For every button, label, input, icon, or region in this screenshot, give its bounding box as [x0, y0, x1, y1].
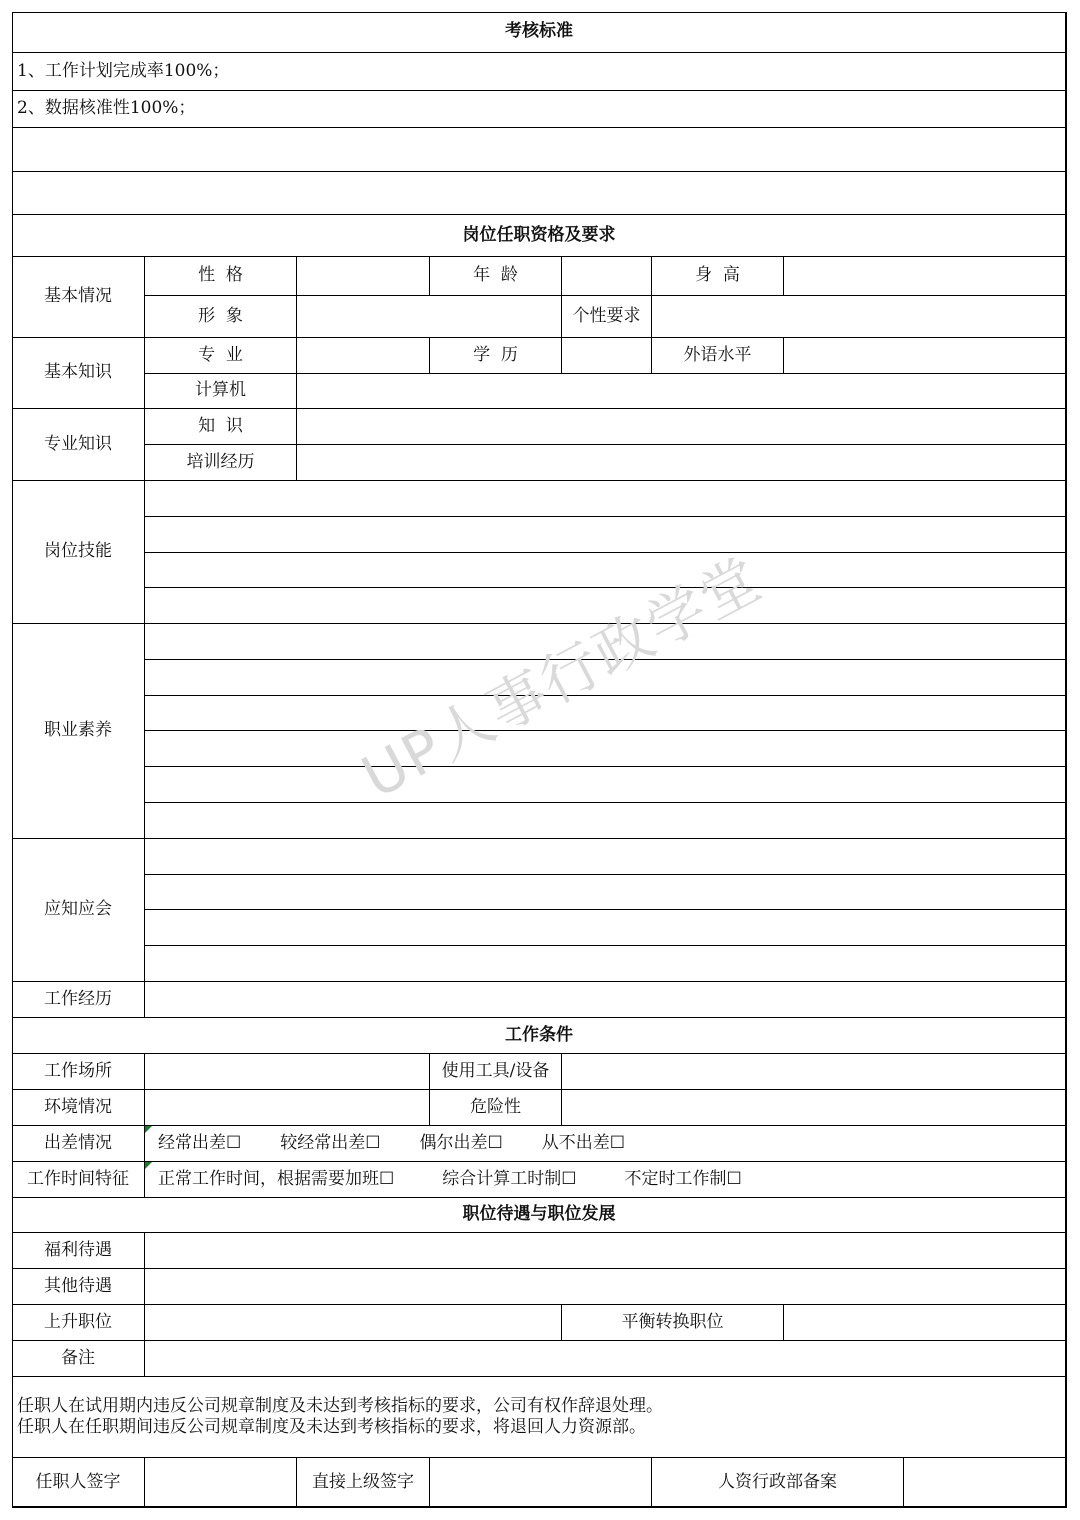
holder-signature-label: 任职人签字 — [12, 1458, 145, 1508]
computer-label: 计算机 — [145, 374, 297, 409]
notice-line-1: 任职人在试用期内违反公司规章制度及未达到考核指标的要求，公司有权作辞退处理。 — [17, 1395, 663, 1416]
work-time-option-normal-checkbox[interactable]: 正常工作时间，根据需要加班☐ — [158, 1168, 395, 1189]
hr-filing-field[interactable] — [904, 1458, 1067, 1508]
travel-option-fairly-often-checkbox[interactable]: 较经常出差☐ — [280, 1132, 381, 1153]
personality-field[interactable] — [297, 257, 430, 296]
image-field[interactable] — [297, 296, 562, 338]
personal-req-label: 个性要求 — [562, 296, 652, 338]
professional-quality-label: 职业素养 — [12, 624, 145, 839]
notice-text — [12, 1377, 1067, 1458]
training-label: 培训经历 — [145, 445, 297, 481]
job-skills-label: 岗位技能 — [12, 481, 145, 624]
danger-field[interactable] — [562, 1090, 1067, 1126]
professional-quality-line[interactable] — [145, 731, 1067, 767]
environment-field[interactable] — [145, 1090, 430, 1126]
cell-comment-marker-icon — [145, 1126, 152, 1133]
workplace-field[interactable] — [145, 1054, 430, 1090]
assessment-item-1: 1、工作计划完成率100%； — [12, 53, 1067, 91]
education-label: 学 历 — [430, 338, 562, 374]
work-experience-label: 工作经历 — [12, 982, 145, 1018]
must-know-label: 应知应会 — [12, 839, 145, 982]
notice-line-2: 任职人在任职期间违反公司规章制度及未达到考核指标的要求，将退回人力资源部。 — [17, 1417, 646, 1437]
holder-signature-field[interactable] — [145, 1458, 297, 1508]
assessment-blank-1[interactable] — [12, 128, 1067, 172]
professional-quality-line[interactable] — [145, 803, 1067, 839]
travel-option-occasionally-checkbox[interactable]: 偶尔出差☐ — [419, 1132, 503, 1153]
assessment-blank-2[interactable] — [12, 172, 1067, 215]
travel-option-often-checkbox[interactable]: 经常出差☐ — [158, 1132, 242, 1153]
language-label: 外语水平 — [652, 338, 784, 374]
job-description-form — [12, 12, 1067, 1508]
education-field[interactable] — [562, 338, 652, 374]
supervisor-signature-field[interactable] — [430, 1458, 652, 1508]
travel-options — [145, 1126, 1067, 1162]
work-time-options — [145, 1162, 1067, 1198]
welfare-field[interactable] — [145, 1233, 1067, 1269]
job-skills-line[interactable] — [145, 588, 1067, 624]
professional-quality-line[interactable] — [145, 660, 1067, 696]
work-time-option-comprehensive-checkbox[interactable]: 综合计算工时制☐ — [442, 1168, 577, 1189]
remarks-field[interactable] — [145, 1341, 1067, 1377]
image-label: 形 象 — [145, 296, 297, 338]
welfare-label: 福利待遇 — [12, 1233, 145, 1269]
knowledge-label: 知 识 — [145, 409, 297, 445]
other-benefits-field[interactable] — [145, 1269, 1067, 1305]
must-know-line[interactable] — [145, 839, 1067, 875]
age-field[interactable] — [562, 257, 652, 296]
work-experience-field[interactable] — [145, 982, 1067, 1018]
promotion-label: 上升职位 — [12, 1305, 145, 1341]
watermark: UP人事行政学堂 — [351, 544, 773, 812]
personal-req-field[interactable] — [652, 296, 1067, 338]
major-label: 专 业 — [145, 338, 297, 374]
height-label: 身 高 — [652, 257, 784, 296]
job-skills-line[interactable] — [145, 481, 1067, 517]
tools-field[interactable] — [562, 1054, 1067, 1090]
benefits-title: 职位待遇与职位发展 — [12, 1198, 1067, 1233]
basic-info-label: 基本情况 — [12, 257, 145, 338]
assessment-item-2: 2、数据核准性100%； — [12, 91, 1067, 128]
travel-label: 出差情况 — [12, 1126, 145, 1162]
lateral-transfer-label: 平衡转换职位 — [562, 1305, 784, 1341]
work-time-label: 工作时间特征 — [12, 1162, 145, 1198]
supervisor-signature-label: 直接上级签字 — [297, 1458, 430, 1508]
workplace-label: 工作场所 — [12, 1054, 145, 1090]
environment-label: 环境情况 — [12, 1090, 145, 1126]
job-skills-line[interactable] — [145, 517, 1067, 553]
conditions-title: 工作条件 — [12, 1018, 1067, 1054]
remarks-label: 备注 — [12, 1341, 145, 1377]
must-know-line[interactable] — [145, 910, 1067, 946]
basic-knowledge-label: 基本知识 — [12, 338, 145, 409]
height-field[interactable] — [784, 257, 1067, 296]
tools-label: 使用工具/设备 — [430, 1054, 562, 1090]
language-field[interactable] — [784, 338, 1067, 374]
qualification-title: 岗位任职资格及要求 — [12, 215, 1067, 257]
must-know-line[interactable] — [145, 946, 1067, 982]
assessment-title: 考核标准 — [12, 12, 1067, 53]
age-label: 年 龄 — [430, 257, 562, 296]
professional-quality-line[interactable] — [145, 767, 1067, 803]
computer-field[interactable] — [297, 374, 1067, 409]
major-field[interactable] — [297, 338, 430, 374]
promotion-field[interactable] — [145, 1305, 562, 1341]
professional-quality-line[interactable] — [145, 624, 1067, 660]
personality-label: 性 格 — [145, 257, 297, 296]
hr-filing-label: 人资行政部备案 — [652, 1458, 904, 1508]
work-time-option-flexible-checkbox[interactable]: 不定时工作制☐ — [624, 1168, 742, 1189]
travel-option-never-checkbox[interactable]: 从不出差☐ — [541, 1132, 625, 1153]
lateral-transfer-field[interactable] — [784, 1305, 1067, 1341]
training-field[interactable] — [297, 445, 1067, 481]
job-skills-line[interactable] — [145, 553, 1067, 588]
must-know-line[interactable] — [145, 875, 1067, 910]
professional-knowledge-label: 专业知识 — [12, 409, 145, 481]
knowledge-field[interactable] — [297, 409, 1067, 445]
cell-comment-marker-icon — [145, 1162, 152, 1169]
other-benefits-label: 其他待遇 — [12, 1269, 145, 1305]
professional-quality-line[interactable] — [145, 696, 1067, 731]
danger-label: 危险性 — [430, 1090, 562, 1126]
